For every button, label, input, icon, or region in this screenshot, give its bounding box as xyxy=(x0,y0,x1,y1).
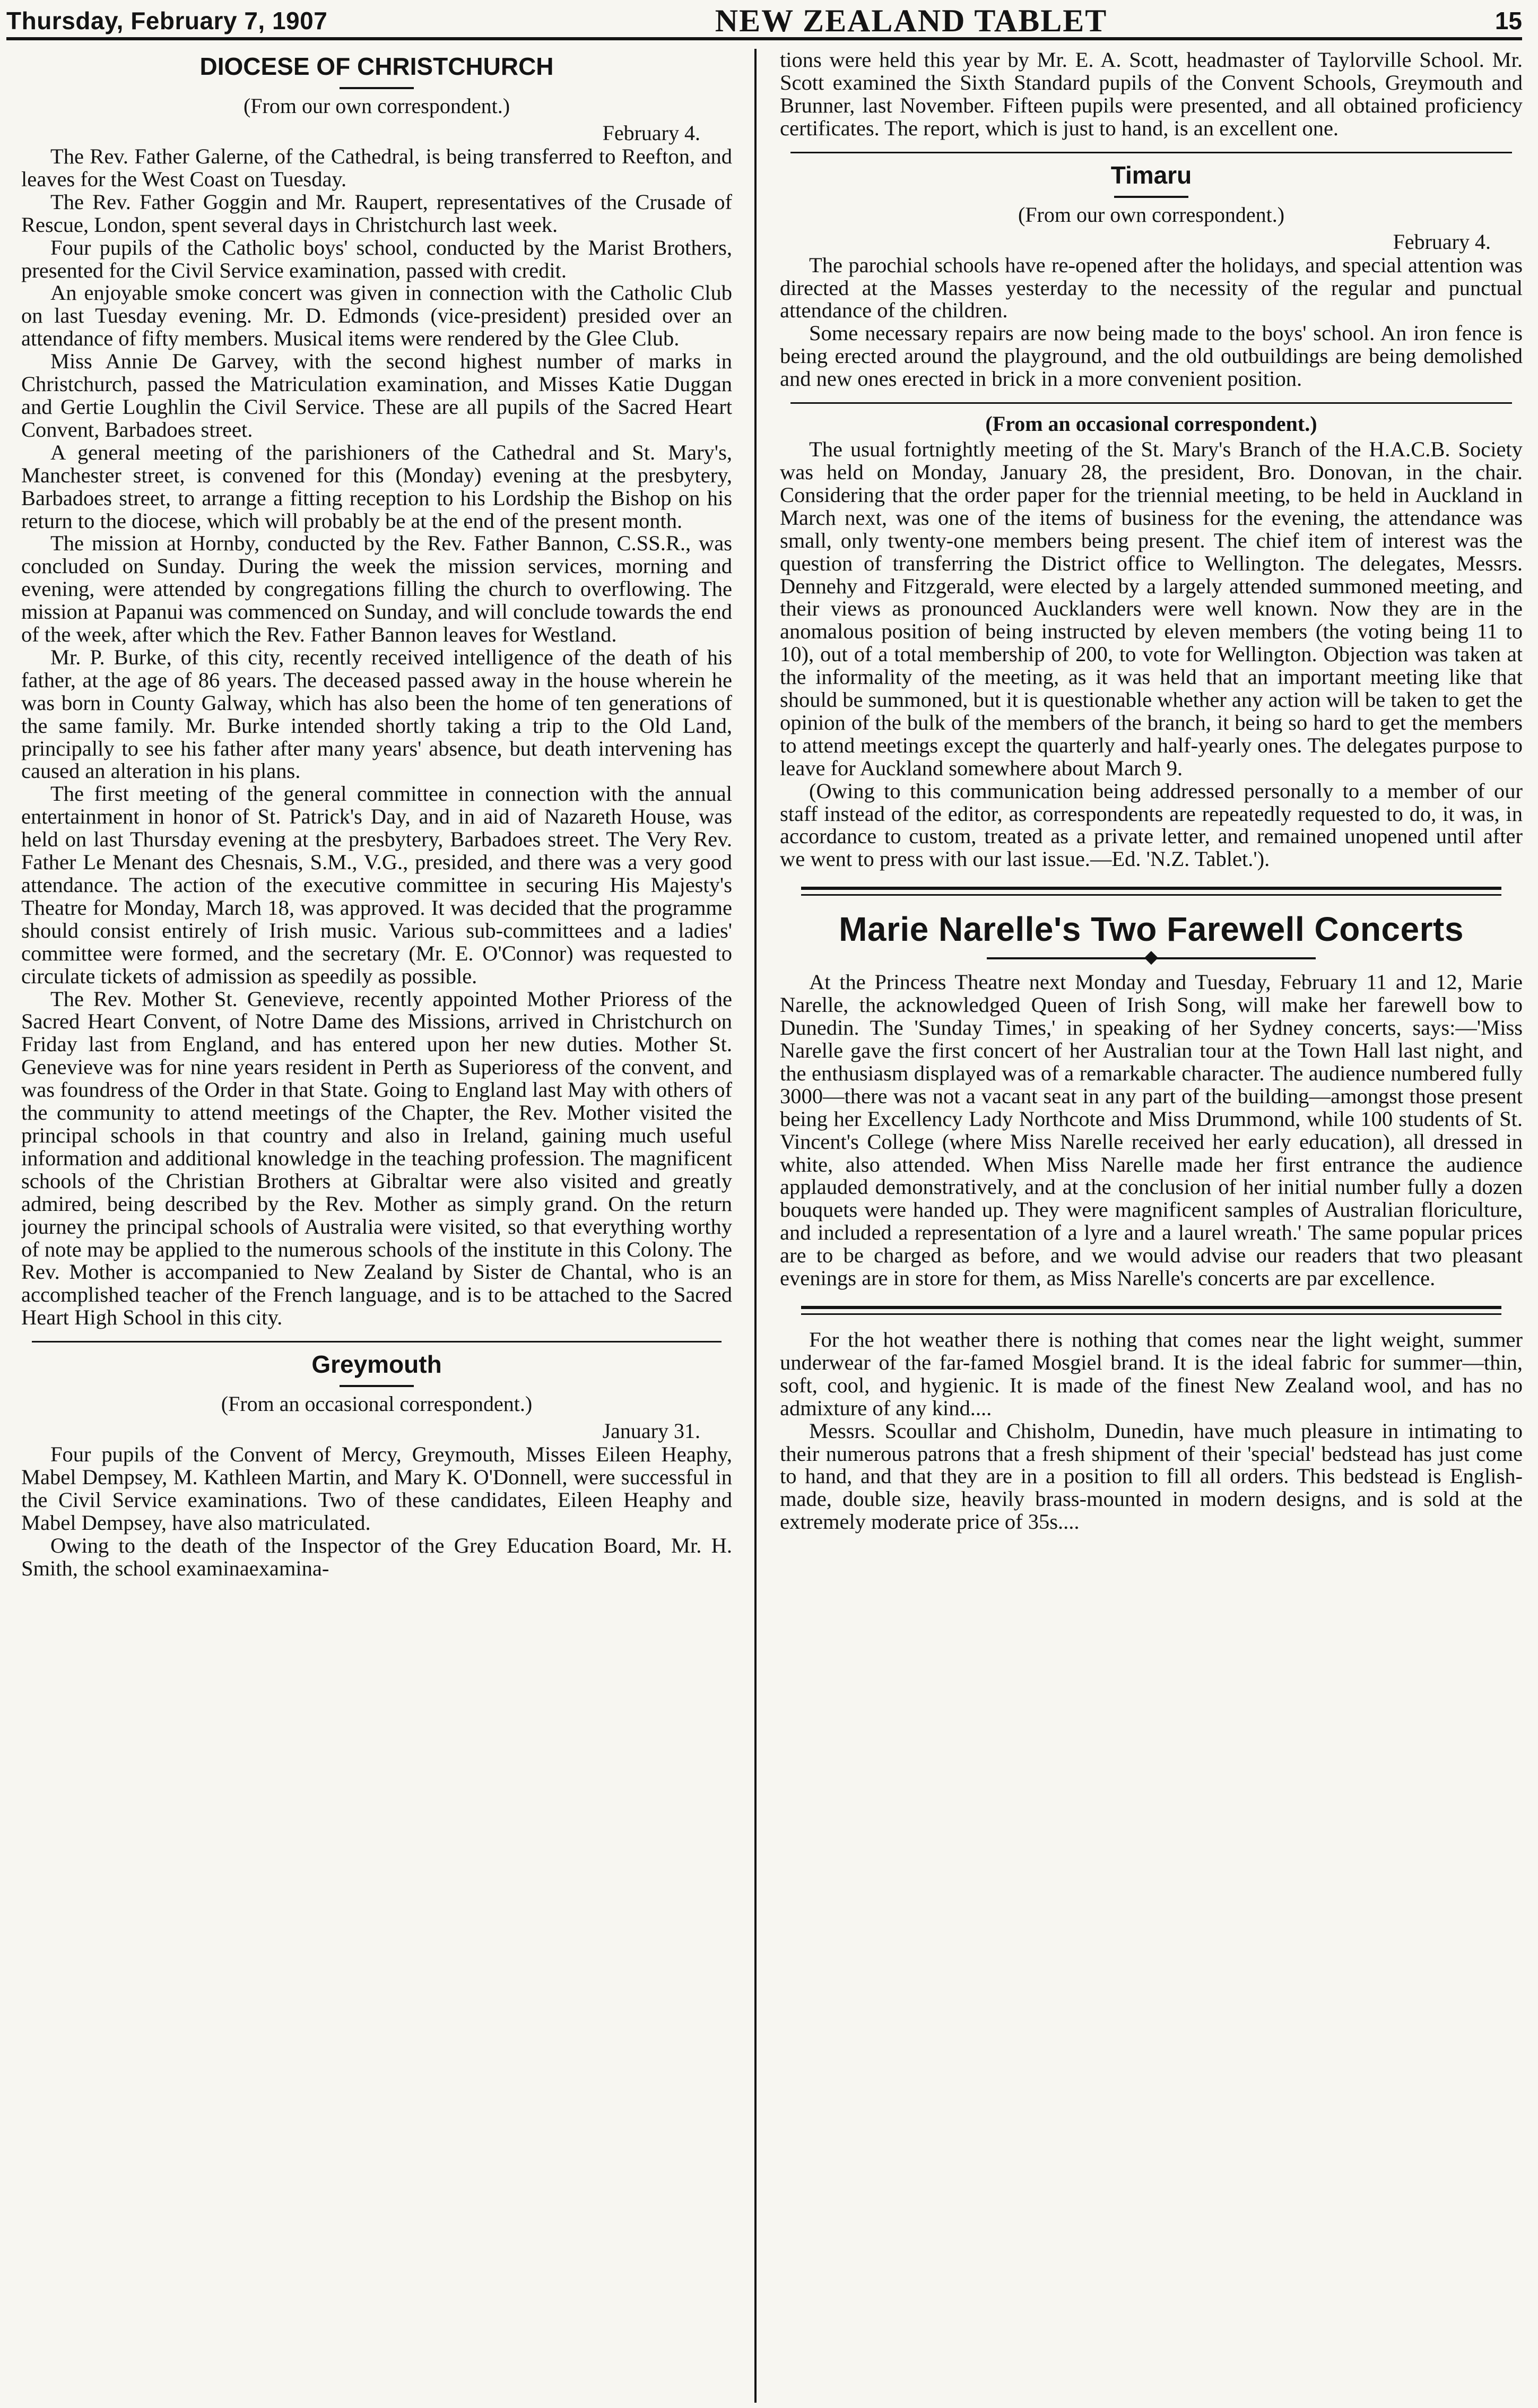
greymouth-article xyxy=(21,1350,732,1580)
article-paragraph: The Rev. Mother St. Genevieve, recently appointed Mother Prioress of the Sacred Heart Convent, of Notre Dame des Missions, arrived in Christchurch on Friday last from England, and has entered upon her new duties. Mother St. Genevieve was for nine years resident in Perth as Superioress of the convent, and was foundress of the Order in that State. Going to England last May with others of the community to attend meetings of the Chapter, the Rev. Mother visited the principal schools in that country and also in Ireland, gaining much useful information and additional knowledge in the teaching profession. The magnificent schools of the Christian Brothers at Gibraltar were also visited and greatly admired, being described by the Rev. Mother as simply grand. On the return journey the principal schools of Australia were visited, so that everything worthy of note may be applied to the numerous schools of the institute in this Colony. The Rev. Mother is accompanied to New Zealand by Sister de Chantal, who is an accomplished teacher of the French language, and is to be attached to the Sacred Heart High School in this city. xyxy=(21,986,732,1330)
section-rule xyxy=(32,1341,722,1342)
continued-text: tions were held this year by Mr. E. A. Scott, headmaster of Taylorville School. Mr. Scott examined the Sixth Standard pupils of the Convent Schools, Greymouth and Brunner, last November. Fifteen pupils were presented, and all obtained proficiency certificates. The report, which is just to hand, is an excellent one. xyxy=(780,49,1523,140)
article-paragraph: Miss Annie De Garvey, with the second highest number of marks in Christchurch, passed the Matriculation examination, and Misses Katie Duggan and Gertie Loughlin the Civil Service. These are all pupils of the Sacred Heart Convent, Barbadoes street. xyxy=(21,349,732,441)
heading-rule xyxy=(340,1385,414,1387)
advertisements xyxy=(780,1329,1523,1534)
section-rule xyxy=(790,152,1512,153)
greymouth-byline: (From an occasional correspondent.) xyxy=(221,1392,533,1416)
article-paragraph: A general meeting of the parishioners of the Cathedral and St. Mary's, Manchester street, is convened for this (Monday) evening at the presbytery, Barbadoes street, to arrange a fitting reception to his Lordship the Bishop on his return to the diocese, which will probably be at the end of the present month. xyxy=(21,440,732,533)
page-number: 15 xyxy=(1494,7,1522,34)
ornament-rule xyxy=(987,947,1316,967)
double-rule xyxy=(801,887,1501,896)
article-paragraph: The first meeting of the general committee in connection with the annual entertainment in honor of St. Patrick's Day, and in aid of Nazareth House, was held on last Thursday evening at the presbytery, Barbadoes street. The Very Rev. Father Le Menant des Chesnais, S.M., V.G., presided, and there was a very good attendance. The action of the executive committee in securing His Majesty's Theatre for Monday, March 18, was approved. It was decided that the programme should consist entirely of Irish music. Various sub-committees and a ladies' committee were formed, and the secretary (Mr. E. O'Connor) was requested to circulate tickets of admission as speedily as possible. xyxy=(21,782,732,988)
timaru-heading: Timaru xyxy=(1110,161,1192,189)
timaru-byline-occasional: (From an occasional correspondent.) xyxy=(985,412,1317,436)
christchurch-article xyxy=(21,52,732,1329)
issue-date: Thursday, February 7, 1907 xyxy=(6,7,328,34)
advert-paragraph: For the hot weather there is nothing that comes near the light weight, summer underwear of the far-famed Mosgiel brand. It is the ideal fabric for summer—thin, soft, cool, and hygienic. It is made of the finest New Zealand wool, and has no admixture of any kind.... xyxy=(780,1327,1523,1420)
greymouth-date: January 31. xyxy=(602,1419,700,1443)
article-paragraph: Owing to the death of the Inspector of the Grey Education Board, Mr. H. Smith, the school examinaexamina- xyxy=(21,1533,732,1580)
section-rule xyxy=(790,402,1512,404)
christchurch-byline: (From our own correspondent.) xyxy=(243,94,510,118)
heading-rule xyxy=(1114,196,1188,198)
heading-rule xyxy=(340,87,414,89)
article-paragraph: (Owing to this communication being addressed personally to a member of our staff instead of the editor, as correspondents are repeatedly requested to do, it was, in accordance to custom, treated as a private letter, and remained unopened until after we went to press with our last issue.—Ed. 'N.Z. Tablet.'). xyxy=(780,778,1523,871)
article-paragraph: The parochial schools have re-opened after the holidays, and special attention was directed at the Masses yesterday to the necessity of the regular and punctual attendance of the children. xyxy=(780,253,1523,323)
article-paragraph: Four pupils of the Convent of Mercy, Greymouth, Misses Eileen Heaphy, Mabel Dempsey, M. Kathleen Martin, and Mary K. O'Donnell, were successful in the Civil Service examinations. Two of these candidates, Eileen Heaphy and Mabel Dempsey, have also matriculated. xyxy=(21,1442,732,1535)
column-divider xyxy=(754,49,757,2403)
left-column xyxy=(21,49,732,2403)
publication-title: NEW ZEALAND TABLET xyxy=(715,3,1108,38)
christchurch-heading: DIOCESE OF CHRISTCHURCH xyxy=(199,53,554,80)
timaru-date: February 4. xyxy=(1393,229,1491,254)
article-paragraph: The Rev. Father Galerne, of the Cathedral, is being transferred to Reefton, and leaves for the West Coast on Tuesday. xyxy=(21,144,732,191)
article-paragraph: At the Princess Theatre next Monday and Tuesday, February 11 and 12, Marie Narelle, the acknowledged Queen of Irish Song, will make her farewell bow to Dunedin. The 'Sunday Times,' in speaking of her Sydney concerts, says:—'Miss Narelle gave the first concert of her Australian tour at the Town Hall last night, and the enthusiasm displayed was of a remarkable character. The audience numbered fully 3000—there was not a vacant seat in any part of the building—amongst those present being her Excellency Lady Northcote and Miss Drummond, while 100 students of St. Vincent's College (where Miss Narelle received her early education), all dressed in white, also attended. When Miss Narelle made her first entrance the audience applauded demonstratively, and at the conclusion of her initial number fully a dozen bouquets were handed up. They were magnificent samples of Australian floriculture, and included a representation of a lyre and a laurel wreath.' The same popular prices are to be charged as before, and we would advise our readers that two pleasant evenings are in store for them, as Miss Narelle's concerts are par excellence. xyxy=(780,970,1523,1290)
diamond-ornament-icon: ◆ xyxy=(1144,947,1159,967)
article-paragraph: Some necessary repairs are now being made to the boys' school. An iron fence is being erected around the playground, and the old outbuildings are being demolished and new ones erected in brick in a more convenient position. xyxy=(780,321,1523,391)
timaru-article xyxy=(780,161,1523,871)
article-paragraph: The Rev. Father Goggin and Mr. Raupert, representatives of the Crusade of Rescue, London, spent several days in Christchurch last week. xyxy=(21,189,732,237)
article-paragraph: The usual fortnightly meeting of the St. Mary's Branch of the H.A.C.B. Society was held on Monday, January 28, the president, Bro. Donovan, in the chair. Considering that the order paper for the triennial meeting, to be held in Auckland in March next, was one of the items of business for the evening, the attendance was small, only twenty-one members being present. The chief item of interest was the question of transferring the District office to Wellington. The delegates, Messrs. Dennehy and Fitzgerald, were elected by a largely attended summoned meeting, and their views as pronounced Aucklanders were well known. Now they are in the anomalous position of being instructed by eleven members (the voting being 11 to 10), out of a total membership of 200, to vote for Wellington. Objection was taken at the informality of the meeting, as it was held that an important meeting like that should be summoned, but it is questionable whether any action will be taken to get the opinion of the bulk of the members of the branch, it being so hard to get the members to attend meetings except the quarterly and half-yearly ones. The delegates purpose to leave for Auckland somewhere about March 9. xyxy=(780,437,1523,780)
timaru-byline: (From our own correspondent.) xyxy=(1018,202,1285,227)
article-paragraph: Mr. P. Burke, of this city, recently received intelligence of the death of his father, at the age of 86 years. The deceased passed away in the house wherein he was born in County Galway, which has also been the home of ten generations of the same family. Mr. Burke intended shortly taking a trip to the Old Land, principally to see his father after many years' absence, but death intervening has caused an alteration in his plans. xyxy=(21,645,732,783)
double-rule xyxy=(801,1306,1501,1315)
article-paragraph: An enjoyable smoke concert was given in connection with the Catholic Club on last Tuesday evening. Mr. D. Edmonds (vice-president) presided over an attendance of fifty members. Musical items were rendered by the Glee Club. xyxy=(21,281,732,351)
article-paragraph: The mission at Hornby, conducted by the Rev. Father Bannon, C.SS.R., was concluded on Sunday. During the week the mission services, morning and evening, were attended by congregations filling the church to overflowing. The mission at Papanui was commenced on Sunday, and will conclude towards the end of the week, after which the Rev. Father Bannon leaves for Westland. xyxy=(21,531,732,647)
article-paragraph: Four pupils of the Catholic boys' school, conducted by the Marist Brothers, presented for the Civil Service examination, passed with credit. xyxy=(21,235,732,282)
masthead xyxy=(6,4,1522,40)
christchurch-date: February 4. xyxy=(602,121,700,145)
advert-paragraph: Messrs. Scoullar and Chisholm, Dunedin, have much pleasure in intimating to their numerous patrons that a fresh shipment of their 'special' bedstead has just come to hand, and that they are in a position to fill all orders. This bedstead is English-made, double size, heavily brass-mounted in modern designs, and is sold at the extremely moderate price of 35s.... xyxy=(780,1418,1523,1534)
greymouth-heading: Greymouth xyxy=(311,1350,442,1379)
right-column xyxy=(780,49,1523,2403)
narelle-article xyxy=(780,910,1523,1290)
narelle-heading: Marie Narelle's Two Farewell Concerts xyxy=(839,910,1464,949)
